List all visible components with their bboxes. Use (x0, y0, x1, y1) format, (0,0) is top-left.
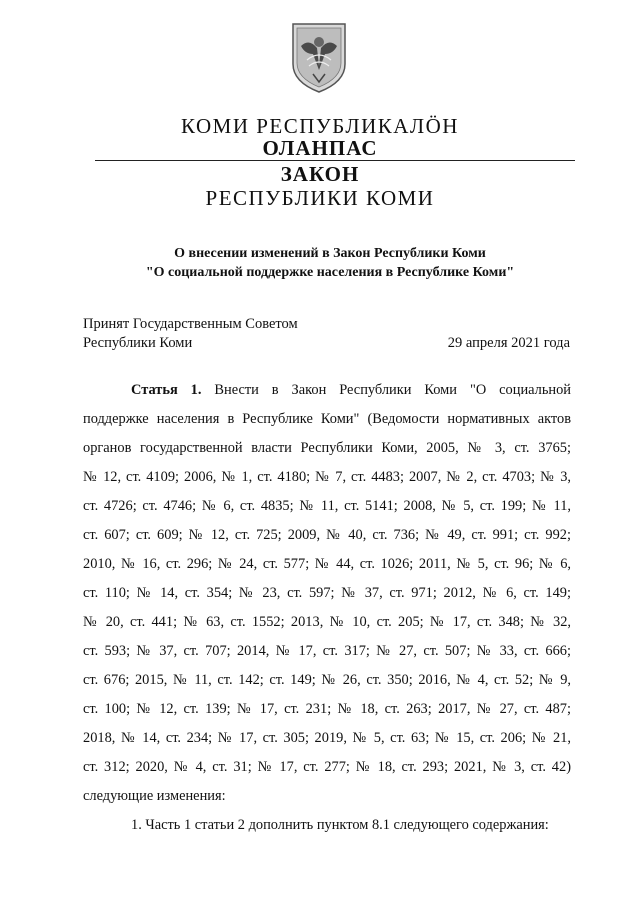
article-line: ст. 593; № 37, ст. 707; 2014, № 17, ст. 317; № 27, ст. 507; № 33, ст. 666; (83, 643, 571, 659)
article-line: 2018, № 14, ст. 234; № 17, ст. 305; 2019, № 5, ст. 63; № 15, ст. 206; № 21, (83, 730, 571, 746)
article-line: следующие изменения: (83, 788, 226, 804)
article-line: № 12, ст. 4109; 2006, № 1, ст. 4180; № 7, ст. 4483; 2007, № 2, ст. 4703; № 3, (83, 469, 571, 485)
header-republic-komi-language: КОМИ РЕСПУБЛИКАЛÖН (181, 114, 459, 138)
article-line: 2010, № 16, ст. 296; № 24, ст. 577; № 44, ст. 1026; 2011, № 5, ст. 96; № 6, (83, 556, 571, 572)
article-line: ст. 4726; ст. 4746; № 6, ст. 4835; № 11, ст. 5141; 2008, № 5, ст. 199; № 11, (83, 498, 571, 514)
article-item-1: 1. Часть 1 статьи 2 дополнить пунктом 8.1 следующего содержания: (131, 817, 549, 833)
article-line: № 20, ст. 441; № 63, ст. 1552; 2013, № 10, ст. 205; № 17, ст. 348; № 32, (83, 614, 571, 630)
article-line: ст. 110; № 14, ст. 354; № 23, ст. 597; № 37, ст. 971; 2012, № 6, ст. 149; (83, 585, 571, 601)
article-label: Статья 1. (131, 382, 202, 398)
article-line: ст. 607; ст. 609; № 12, ст. 725; 2009, № 40, ст. 736; № 49, ст. 991; ст. 992; (83, 527, 571, 543)
law-title-line-1: О внесении изменений в Закон Республики Коми (174, 246, 486, 261)
article-line: поддержке населения в Республике Коми" (Ведомости нормативных актов (83, 411, 571, 427)
law-title (80, 244, 580, 282)
coat-of-arms-emblem (287, 20, 351, 94)
law-title-line-2: "О социальной поддержке населения в Республике Коми" (145, 265, 515, 280)
article-line: ст. 100; № 12, ст. 139; № 17, ст. 231; № 18, ст. 263; 2017, № 27, ст. 487; (83, 701, 571, 717)
header-republic-komi: РЕСПУБЛИКИ КОМИ (205, 186, 435, 210)
article-1 (83, 376, 571, 840)
header-zakon: ЗАКОН (280, 162, 360, 186)
header-olanpas: ОЛАНПАС (262, 136, 378, 160)
article-line: ст. 312; 2020, № 4, ст. 31; № 17, ст. 277; № 18, ст. 293; 2021, № 3, ст. 42) (83, 759, 571, 775)
adoption-line-2: Республики Коми (83, 335, 193, 351)
article-line: органов государственной власти Республики Коми, 2005, № 3, ст. 3765; (83, 440, 571, 456)
article-line: Статья 1. Внести в Закон Республики Коми "О социальной (131, 382, 571, 398)
header-divider (95, 160, 575, 161)
adoption-date: 29 апреля 2021 года (447, 335, 570, 351)
article-line: ст. 676; 2015, № 11, ст. 142; ст. 149; № 26, ст. 350; 2016, № 4, ст. 52; № 9, (83, 672, 571, 688)
adoption-statement (83, 315, 298, 353)
adoption-line-1: Принят Государственным Советом (83, 316, 298, 332)
